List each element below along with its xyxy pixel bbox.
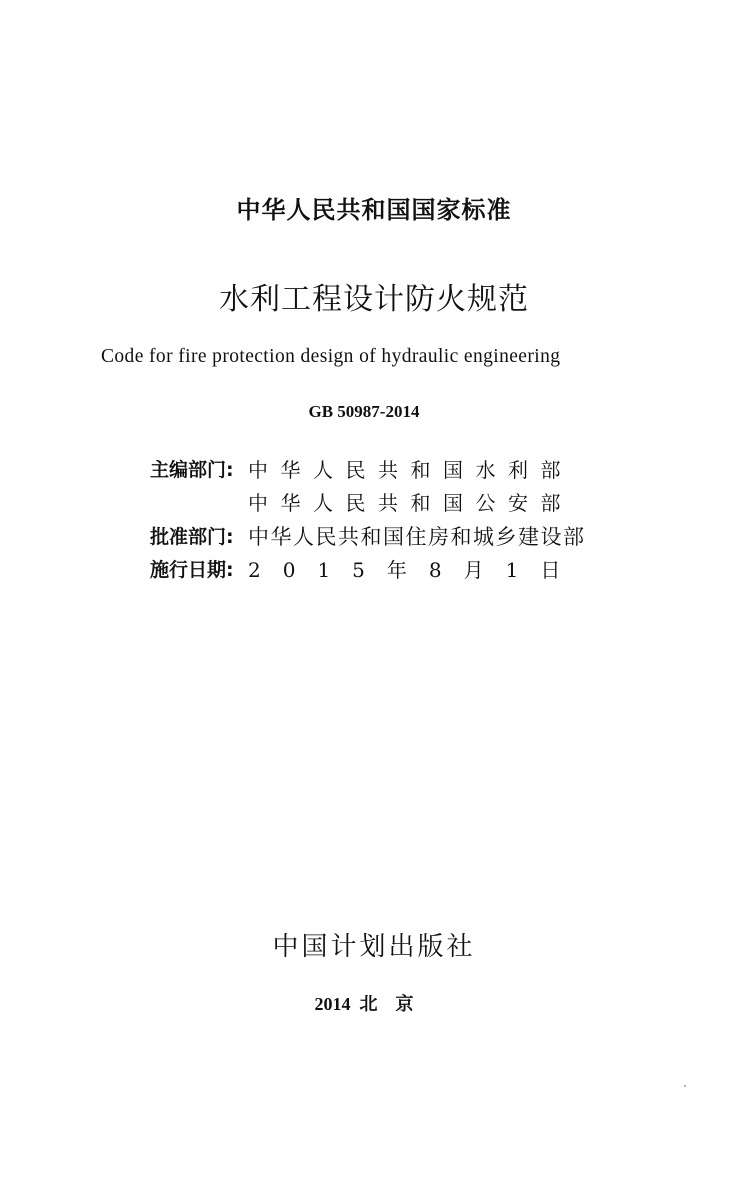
publisher: 中国计划出版社	[272, 932, 476, 962]
editor-value-1: 中华人民共和国水利部	[248, 458, 573, 482]
date-value: 2015年8月1日	[248, 558, 583, 582]
title-chinese: 水利工程设计防火规范	[219, 282, 529, 317]
date-label: 施行日期:	[150, 559, 234, 581]
approver-value: 中华人民共和国住房和城乡建设部	[248, 525, 586, 549]
scan-speck	[684, 1085, 686, 1087]
standard-category: 中华人民共和国国家标准	[236, 196, 512, 224]
approver-label: 批准部门:	[150, 526, 234, 548]
year-city: 2014 北 京	[314, 994, 414, 1014]
editor-value-2: 中华人民共和国公安部	[248, 491, 573, 515]
title-english: Code for fire protection design of hydraulic engineering	[101, 346, 561, 367]
standard-number: GB 50987-2014	[308, 402, 420, 421]
editor-label: 主编部门:	[150, 459, 234, 481]
